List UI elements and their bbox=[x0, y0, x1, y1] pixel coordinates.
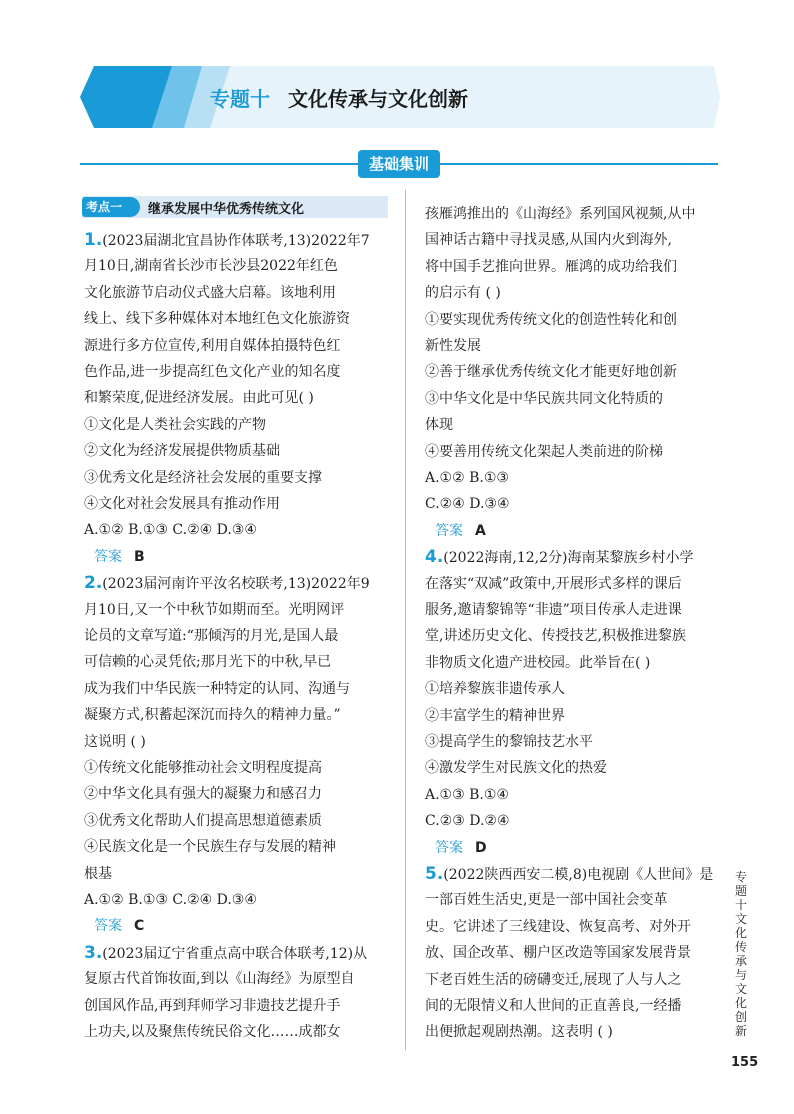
text-line: 一部百姓生活史,更是一部中国社会变革 bbox=[425, 892, 668, 909]
text-line: ③中华文化是中华民族共同文化特质的 bbox=[425, 390, 663, 407]
text-line: 答案 C bbox=[94, 918, 145, 935]
page-number: 155 bbox=[731, 1055, 759, 1070]
text-line: ①文化是人类社会实践的产物 bbox=[84, 416, 266, 433]
topic-title: 文化传承与文化创新 bbox=[288, 87, 468, 111]
text-line: 新性发展 bbox=[425, 338, 481, 354]
text-line: 间的无限情义和人世间的正直善良,一经播 bbox=[425, 998, 682, 1014]
text-line: ②中华文化具有强大的凝聚力和感召力 bbox=[84, 786, 322, 803]
text-line: 1.(2023届湖北宜昌协作体联考,13)2022年7 bbox=[84, 230, 370, 250]
text-line: ①培养黎族非遗传承人 bbox=[425, 681, 565, 698]
text-line: 答案 B bbox=[94, 548, 145, 565]
text-line: 3.(2023届辽宁省重点高中联合体联考,12)从 bbox=[84, 942, 368, 963]
text-line: 放、国企改革、棚户区改造等国家发展背景 bbox=[425, 945, 691, 962]
text-line: 创国风作品,再到拜师学习非遗技艺提升手 bbox=[84, 997, 341, 1014]
text-line: 孩雁鸿推出的《山海经》系列国风视频,从中 bbox=[425, 206, 696, 222]
text-line: 在落实“双减”政策中,开展形式多样的课后 bbox=[425, 575, 682, 592]
column-divider bbox=[405, 190, 406, 1050]
text-line: ③优秀文化帮助人们提高思想道德素质 bbox=[84, 812, 322, 829]
section-tag: 基础集训 bbox=[358, 150, 440, 178]
text-line: ④要善用传统文化架起人类前进的阶梯 bbox=[425, 443, 663, 460]
text-line: ④民族文化是一个民族生存与发展的精神 bbox=[84, 839, 336, 856]
text-line: A.①② B.①③ C.②④ D.③④ bbox=[84, 892, 257, 908]
text-line: ①传统文化能够推动社会文明程度提高 bbox=[84, 760, 322, 776]
text-line: 根基 bbox=[84, 865, 112, 882]
text-line: 4.(2022海南,12,2分)海南某黎族乡村小学 bbox=[425, 547, 694, 568]
text-line: 和繁荣度,促进经济发展。由此可见( ) bbox=[84, 390, 314, 407]
text-line: ③优秀文化是经济社会发展的重要支撑 bbox=[84, 469, 322, 486]
text-line: 服务,邀请黎锦等“非遗”项目传承人走进课 bbox=[425, 602, 682, 618]
text-line: ④文化对社会发展具有推动作用 bbox=[84, 496, 280, 512]
text-line: 答案 A bbox=[435, 522, 486, 539]
text-line: A.①② B.①③ C.②④ D.③④ bbox=[84, 522, 257, 539]
text-line: 2.(2023届河南许平汝名校联考,13)2022年9 bbox=[84, 573, 370, 594]
text-line: ②丰富学生的精神世界 bbox=[425, 707, 565, 724]
keypoint-bar bbox=[82, 196, 388, 218]
text-line: 论员的文章写道:“那倾泻的月光,是国人最 bbox=[84, 628, 339, 644]
text-line: 国神话古籍中寻找灵感,从国内火到海外, bbox=[425, 232, 672, 249]
text-line: 体现 bbox=[425, 417, 453, 434]
text-line: C.②③ D.②④ bbox=[425, 813, 510, 830]
text-line: 源进行多方位宣传,利用自媒体拍摄特色红 bbox=[84, 337, 341, 354]
text-line: C.②④ D.③④ bbox=[425, 496, 510, 513]
text-line: 堂,讲述历史文化、传授技艺,积极推进黎族 bbox=[425, 628, 686, 645]
text-line: 成为我们中华民族一种特定的认同、沟通与 bbox=[84, 680, 350, 697]
side-chapter-label: 专题十 文化传承与文化创新 bbox=[734, 870, 747, 1038]
text-line: 史。它讲述了三线建设、恢复高考、对外开 bbox=[425, 918, 691, 935]
text-line: A.①② B.①③ bbox=[425, 470, 509, 486]
text-line: 下老百姓生活的磅礴变迁,展现了人与人之 bbox=[425, 971, 682, 988]
text-line: 复原古代首饰妆面,到以《山海经》为原型自 bbox=[84, 971, 355, 988]
text-line: 将中国手艺推向世界。雁鸿的成功给我们 bbox=[425, 258, 677, 275]
text-line: ②善于继承优秀传统文化才能更好地创新 bbox=[425, 364, 677, 381]
text-line: 出便掀起观剧热潮。这表明 ( ) bbox=[425, 1024, 613, 1041]
text-line: A.①③ B.①④ bbox=[425, 786, 509, 803]
topic-number: 专题十 bbox=[210, 87, 270, 111]
text-line: 这说明 ( ) bbox=[84, 733, 146, 750]
keypoint-badge: 考点一 bbox=[82, 197, 140, 217]
text-line: ①要实现优秀传统文化的创造性转化和创 bbox=[425, 311, 677, 328]
text-line: 非物质文化遗产进校园。此举旨在( ) bbox=[425, 654, 651, 671]
text-line: 答案 D bbox=[435, 839, 487, 856]
text-line: 色作品,进一步提高红色文化产业的知名度 bbox=[84, 364, 341, 380]
text-line: ②文化为经济发展提供物质基础 bbox=[84, 443, 280, 460]
text-line: 线上、线下多种媒体对本地红色文化旅游资 bbox=[84, 311, 350, 328]
text-line: 月10日,又一个中秋节如期而至。光明网评 bbox=[84, 601, 345, 618]
text-line: 文化旅游节启动仪式盛大启幕。该地利用 bbox=[84, 284, 336, 301]
text-line: 月10日,湖南省长沙市长沙县2022年红色 bbox=[84, 258, 338, 275]
text-line: 的启示有 ( ) bbox=[425, 285, 501, 302]
text-line: ④激发学生对民族文化的热爱 bbox=[425, 760, 607, 777]
text-line: 上功夫,以及聚焦传统民俗文化……成都女 bbox=[84, 1024, 341, 1040]
text-line: 凝聚方式,积蓄起深沉而持久的精神力量。” bbox=[84, 707, 341, 724]
chapter-title bbox=[210, 83, 468, 112]
text-line: ③提高学生的黎锦技艺水平 bbox=[425, 734, 593, 750]
text-line: 5.(2022陕西西安二模,8)电视剧《人世间》是 bbox=[425, 864, 714, 884]
text-line: 可信赖的心灵凭依;那月光下的中秋,早已 bbox=[84, 654, 332, 671]
keypoint-text: 继承发展中华优秀传统文化 bbox=[148, 202, 305, 217]
